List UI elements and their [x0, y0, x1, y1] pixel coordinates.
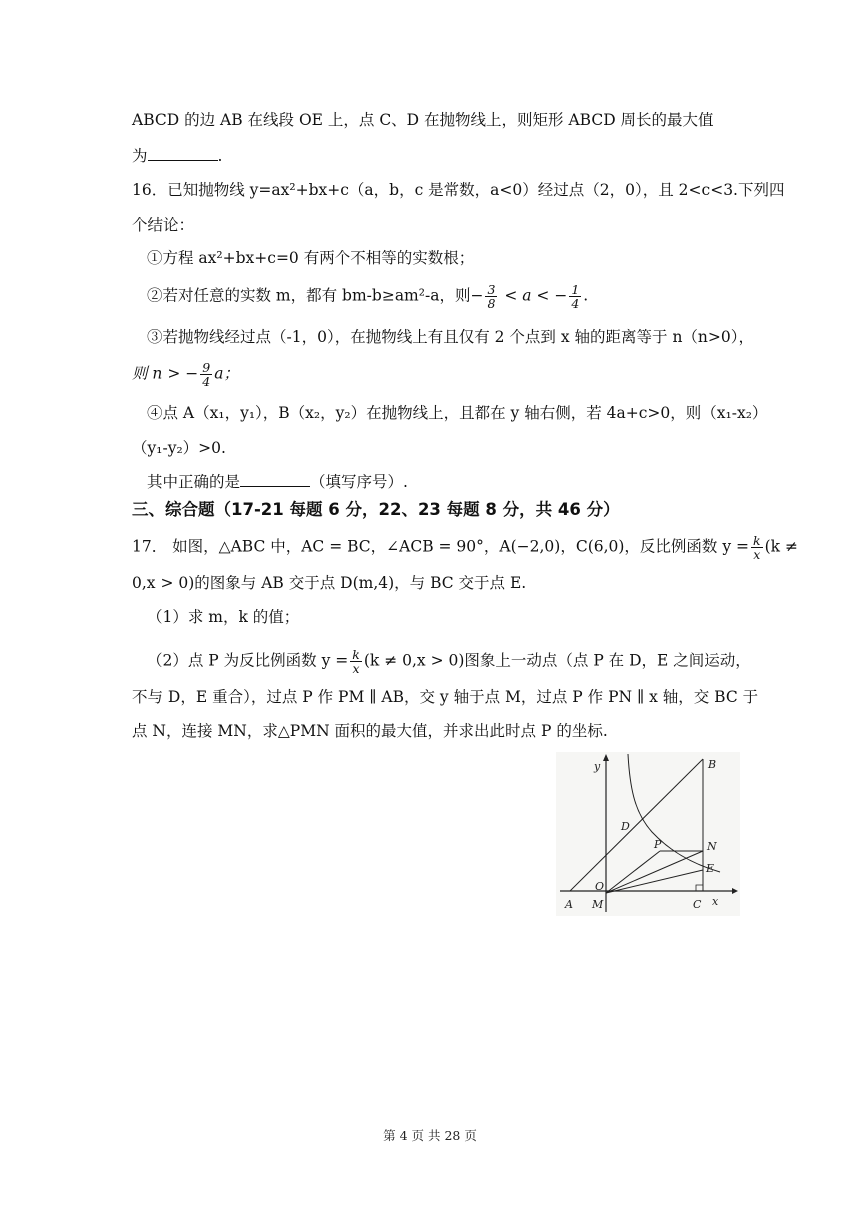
q16-item1: ①方程 ax²+bx+c=0 有两个不相等的实数根； [147, 249, 475, 267]
fraction: $\frac{1}{4}$ [571, 282, 580, 311]
q17-line1: 17． 如图，△ABC 中，AC = BC，∠ACB = 90°，A(−2,0)，C(6,0)，反比例函数 y = $\frac{k}{x}$ (k ≠ [132, 533, 798, 562]
q17-part2-line3: 点 N，连接 MN，求△PMN 面积的最大值，并求出此时点 P 的坐标. [132, 722, 608, 740]
q16-line1: 16．已知抛物线 y=ax²+bx+c（a，b，c 是常数，a<0）经过点（2，0），且 2<c<3.下列四 [132, 181, 785, 199]
q15-line1: ABCD 的边 AB 在线段 OE 上，点 C、D 在抛物线上，则矩形 ABCD 周长的最大值 [132, 111, 714, 129]
answer-blank [148, 146, 218, 161]
q17-part2-line2: 不与 D，E 重合），过点 P 作 PM ∥ AB，交 y 轴于点 M，过点 P 作 PN ∥ x 轴，交 BC 于 [132, 688, 759, 706]
label-p: P [654, 838, 662, 851]
label-d: D [621, 820, 630, 833]
q17-part1: （1）求 m，k 的值； [147, 608, 300, 626]
q16-item4-line2: （y₁-y₂）>0. [132, 439, 226, 457]
label-b: B [708, 758, 717, 771]
page-footer: 第 4 页 共 28 页 [383, 1128, 477, 1143]
fraction: $\frac{k}{x}$ [352, 647, 360, 676]
label-y: y [594, 760, 601, 773]
label-m: M [592, 898, 604, 911]
q16-item3-line1: ③若抛物线经过点（-1，0），在抛物线上有且仅有 2 个点到 x 轴的距离等于 n（n>0）， [147, 328, 755, 346]
q16-answer: 其中正确的是 （填写序号）. [147, 473, 408, 491]
geometry-figure [556, 752, 740, 916]
q15-line2: 为 . [132, 147, 223, 165]
q17-part2-line1: （2）点 P 为反比例函数 y = $\frac{k}{x}$ (k ≠ 0,x > 0)图象上一动点（点 P 在 D，E 之间运动， [147, 647, 751, 676]
fraction: $\frac{3}{8}$ [487, 282, 496, 311]
fraction: $\frac{k}{x}$ [753, 533, 761, 562]
label-e: E [706, 862, 715, 875]
label-n: N [707, 840, 717, 853]
q16-line2: 个结论： [132, 216, 195, 234]
label-o: O [595, 880, 605, 893]
q16-item4-line1: ④点 A（x₁，y₁），B（x₂，y₂）在抛物线上，且都在 y 轴右侧，若 4a+c>0，则（x₁-x₂） [147, 404, 768, 422]
section-heading: 三、综合题（17-21 每题 6 分，22、23 每题 8 分，共 46 分） [132, 500, 620, 519]
q16-item2: ②若对任意的实数 m，都有 bm-b≥am²-a，则− $\frac{3}{8}$ < a < − $\frac{1}{4}$ . [147, 282, 589, 311]
fraction: $\frac{9}{4}$ [202, 360, 211, 389]
answer-blank [240, 472, 310, 487]
label-x: x [712, 895, 719, 908]
label-a: A [565, 898, 573, 911]
label-c: C [693, 898, 702, 911]
q17-line2: 0,x > 0)的图象与 AB 交于点 D(m,4)，与 BC 交于点 E. [132, 574, 527, 592]
q16-item3-line2: 则 n > − $\frac{9}{4}$ a； [132, 360, 239, 389]
